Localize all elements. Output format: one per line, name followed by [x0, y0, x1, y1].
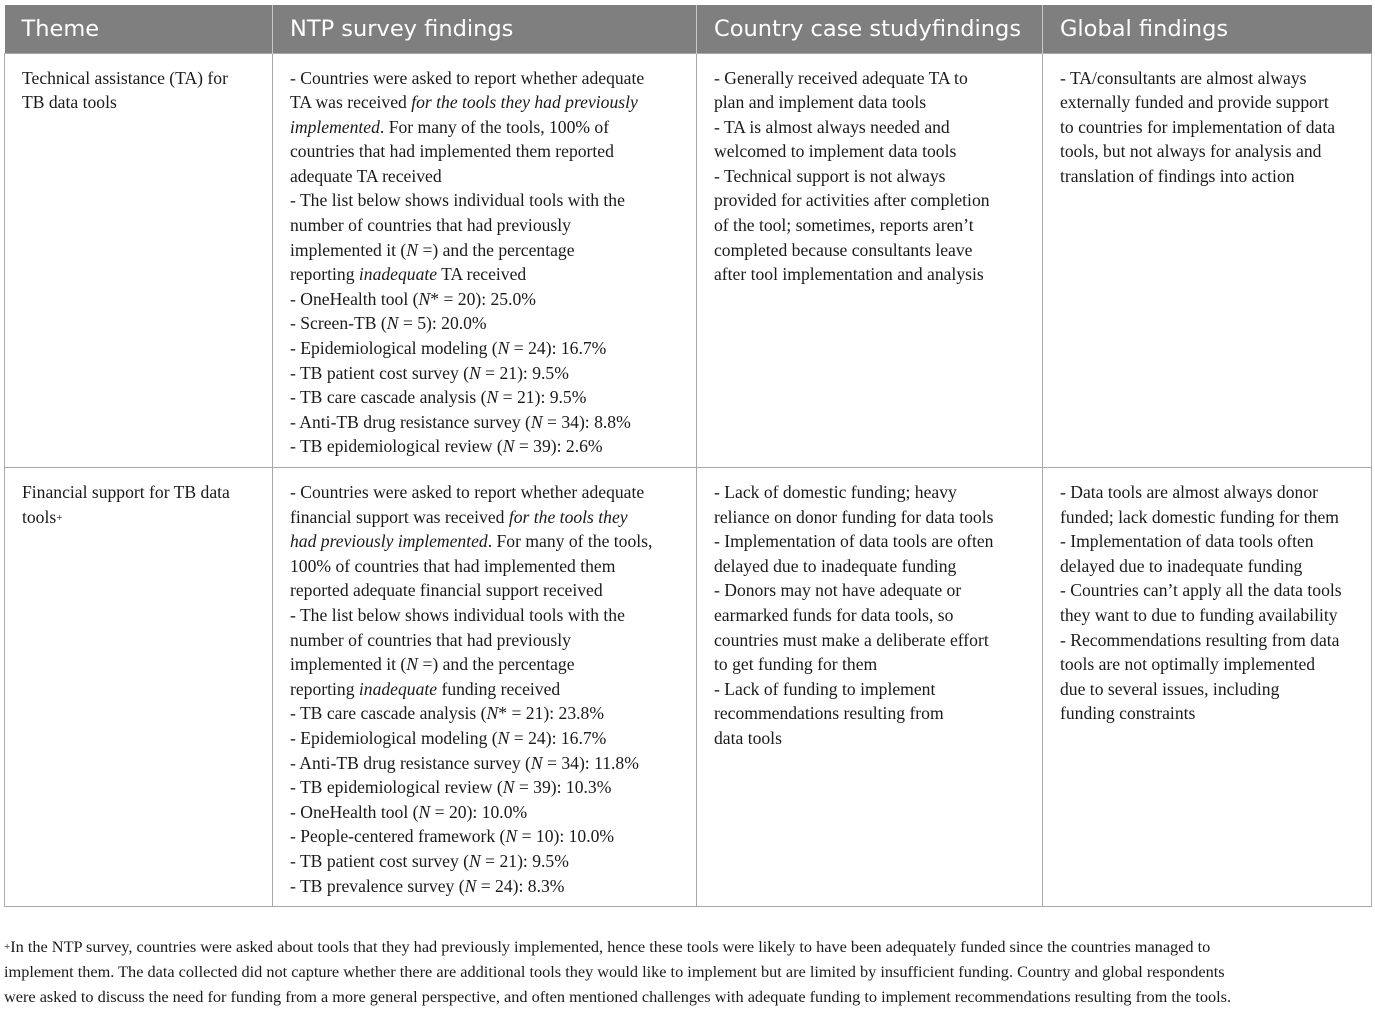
text-line: of the tool; sometimes, reports aren’t [714, 215, 974, 236]
text-line: reliance on donor funding for data tools [714, 506, 994, 527]
text-line: data tools [714, 727, 782, 748]
text-line: translation of findings into action [1060, 165, 1295, 186]
text-line: - Anti-TB drug resistance survey (N = 34): 8.8% [290, 411, 631, 432]
text-line: due to several issues, including [1060, 678, 1280, 699]
cell-global-findings [1043, 468, 1372, 907]
header-country-case-study-findings [697, 5, 1043, 53]
text-line: implemented it (N =) and the percentage [290, 654, 575, 675]
text-line: implemented it (N =) and the percentage [290, 239, 575, 260]
cell-country-case-study-findings [697, 53, 1043, 468]
text-line: implement them. The data collected did not capture whether there are additional tools they would like to implement but are limited by insufficient funding. Country and global respondents [4, 962, 1225, 981]
text-line: adequate TA received [290, 165, 442, 186]
text-line: - TB care cascade analysis (N* = 21): 23.8% [290, 703, 604, 724]
text-line: number of countries that had previously [290, 629, 571, 650]
text-line: recommendations resulting from [714, 703, 944, 724]
text-line: financial support was received for the tools they [290, 506, 628, 527]
text-line: - Data tools are almost always donor [1060, 482, 1318, 502]
text-line: Technical assistance (TA) for [22, 67, 228, 88]
text-line: countries that had implemented them reported [290, 141, 614, 162]
text-line: funding constraints [1060, 703, 1196, 724]
text-line: - Countries were asked to report whether adequate [290, 67, 645, 88]
cell-ntp-survey-findings [273, 468, 697, 907]
text-line: - Anti-TB drug resistance survey (N = 34): 11.8% [290, 752, 639, 773]
text-line: - Screen-TB (N = 5): 20.0% [290, 313, 487, 334]
text-line: - Lack of domestic funding; heavy [714, 482, 957, 502]
text-line: to get funding for them [714, 654, 878, 675]
cell-ntp-survey-findings [273, 53, 697, 468]
text-line: completed because consultants leave [714, 239, 973, 260]
table-row-technical-assistance [5, 53, 1372, 468]
text-line: - The list below shows individual tools with the [290, 190, 625, 211]
text-line: - Technical support is not always [714, 165, 946, 186]
header-theme [5, 5, 273, 53]
text-line: - TB prevalence survey (N = 24): 8.3% [290, 875, 565, 896]
header-row [5, 5, 1372, 53]
header-ntp-survey-findings [273, 5, 697, 53]
text-line: findings [931, 16, 1022, 42]
text-line: provided for activities after completion [714, 190, 990, 211]
table-row-financial-support [5, 468, 1372, 907]
text-line: number of countries that had previously [290, 215, 571, 236]
text-line: TB data tools [22, 92, 117, 113]
text-line: +In the NTP survey, countries were asked about tools that they had previously implemented, hence these tools were likely to have been adequately funded since the countries managed to [4, 937, 1211, 956]
text-line: TA was received for the tools they had previously [290, 92, 638, 113]
cell-theme [5, 468, 273, 907]
text-line: were asked to discuss the need for funding from a more general perspective, and often mentioned challenges with adequate funding to implement recommendations resulting from the tools. [4, 987, 1232, 1006]
text-line: implemented. For many of the tools, 100% of [290, 116, 610, 137]
text-line: to countries for implementation of data [1060, 116, 1336, 137]
cell-global-findings [1043, 53, 1372, 468]
text-line: externally funded and provide support [1060, 92, 1329, 113]
text-line: - Lack of funding to implement [714, 678, 936, 699]
text-line: 100% of countries that had implemented them [290, 555, 616, 576]
text-line: - Countries were asked to report whether adequate [290, 482, 645, 502]
text-line: welcomed to implement data tools [714, 141, 957, 162]
text-line: - Generally received adequate TA to [714, 67, 968, 88]
text-line: - Countries can’t apply all the data tools [1060, 580, 1342, 601]
text-line: tools+ [22, 506, 63, 527]
text-line: had previously implemented. For many of the tools, [290, 531, 653, 552]
text-line: - TB epidemiological review (N = 39): 2.6% [290, 436, 603, 457]
text-line: - People-centered framework (N = 10): 10.0% [290, 826, 615, 847]
text-line: Theme [21, 16, 100, 42]
cell-theme [5, 53, 273, 468]
text-line: countries must make a deliberate effort [714, 629, 989, 650]
text-line: delayed due to inadequate funding [1060, 555, 1303, 576]
text-line: NTP survey findings [290, 16, 514, 42]
text-line: Country case study [714, 16, 932, 42]
text-line: - The list below shows individual tools with the [290, 604, 625, 625]
table-footnote [4, 934, 1370, 1009]
cell-country-case-study-findings [697, 468, 1043, 907]
text-line: - TB care cascade analysis (N = 21): 9.5% [290, 387, 587, 408]
text-line: - OneHealth tool (N* = 20): 25.0% [290, 288, 536, 309]
text-line: funded; lack domestic funding for them [1060, 506, 1339, 527]
text-line: - Recommendations resulting from data [1060, 629, 1340, 650]
text-line: they want to due to funding availability [1060, 604, 1338, 625]
text-line: - TA is almost always needed and [714, 116, 950, 137]
text-line: Financial support for TB data [22, 482, 230, 502]
text-line: - Implementation of data tools often [1060, 531, 1314, 552]
text-line: - Epidemiological modeling (N = 24): 16.7% [290, 338, 607, 359]
text-line: plan and implement data tools [714, 92, 927, 113]
text-line: tools are not optimally implemented [1060, 654, 1316, 675]
text-line: delayed due to inadequate funding [714, 555, 957, 576]
text-line: after tool implementation and analysis [714, 264, 984, 285]
text-line: reported adequate financial support received [290, 580, 603, 601]
text-line: - OneHealth tool (N = 20): 10.0% [290, 801, 528, 822]
text-line: - Donors may not have adequate or [714, 580, 962, 601]
findings-table [4, 5, 1372, 907]
text-line: - TB patient cost survey (N = 21): 9.5% [290, 850, 569, 871]
text-line: earmarked funds for data tools, so [714, 604, 954, 625]
text-line: - Epidemiological modeling (N = 24): 16.7% [290, 727, 607, 748]
text-line: - TB epidemiological review (N = 39): 10.3% [290, 777, 612, 798]
text-line: - Implementation of data tools are often [714, 531, 994, 552]
text-line: tools, but not always for analysis and [1060, 141, 1322, 162]
text-line: reporting inadequate TA received [290, 264, 527, 285]
header-global-findings [1043, 5, 1372, 53]
text-line: reporting inadequate funding received [290, 678, 561, 699]
text-line: - TA/consultants are almost always [1060, 67, 1307, 88]
text-line: - TB patient cost survey (N = 21): 9.5% [290, 362, 569, 383]
text-line: Global findings [1060, 16, 1229, 42]
